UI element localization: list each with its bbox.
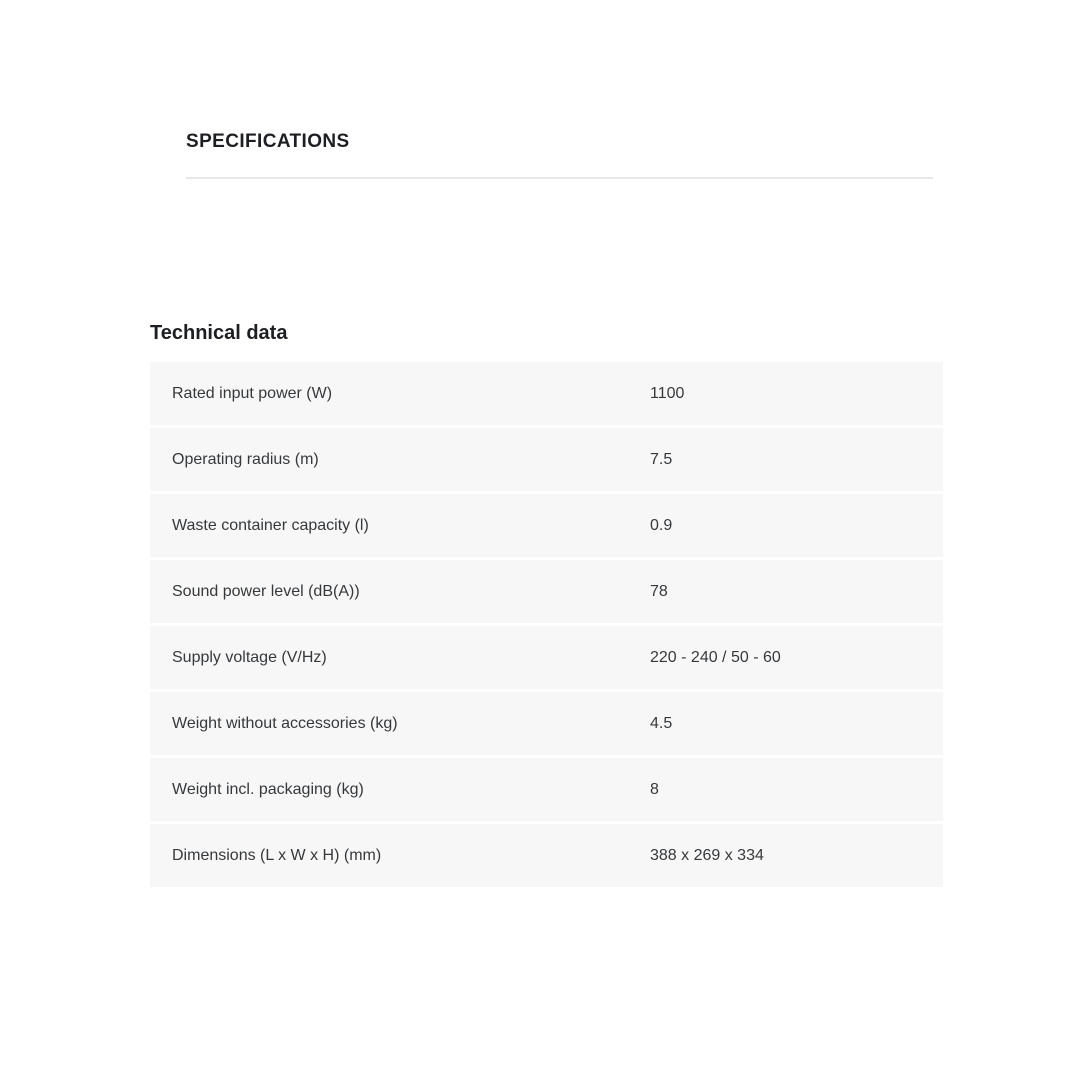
technical-data-heading: Technical data <box>150 322 288 344</box>
spec-label: Supply voltage (V/Hz) <box>172 648 327 666</box>
spec-label: Weight incl. packaging (kg) <box>172 780 364 798</box>
table-row <box>150 428 943 491</box>
table-row <box>150 824 943 887</box>
table-row <box>150 758 943 821</box>
specifications-header <box>186 131 933 179</box>
spec-value: 8 <box>650 780 659 798</box>
table-row <box>150 494 943 557</box>
spec-value: 388 x 269 x 334 <box>650 846 764 864</box>
spec-label: Rated input power (W) <box>172 384 333 402</box>
spec-label: Operating radius (m) <box>172 450 319 468</box>
spec-value: 1100 <box>650 384 685 402</box>
spec-value: 220 - 240 / 50 - 60 <box>650 648 781 666</box>
spec-value: 7.5 <box>650 450 673 468</box>
spec-value: 0.9 <box>650 516 673 534</box>
specifications-heading: SPECIFICATIONS <box>186 131 350 152</box>
spec-label: Weight without accessories (kg) <box>172 714 398 732</box>
table-row <box>150 560 943 623</box>
spec-label: Dimensions (L x W x H) (mm) <box>172 846 382 864</box>
spec-value: 78 <box>650 582 668 600</box>
table-row <box>150 692 943 755</box>
technical-data-section <box>150 322 943 890</box>
spec-value: 4.5 <box>650 714 673 732</box>
table-row <box>150 362 943 425</box>
spec-label: Waste container capacity (l) <box>172 516 369 534</box>
spec-label: Sound power level (dB(A)) <box>172 582 360 600</box>
table-row <box>150 626 943 689</box>
header-divider <box>186 177 933 179</box>
technical-data-table <box>150 362 943 887</box>
